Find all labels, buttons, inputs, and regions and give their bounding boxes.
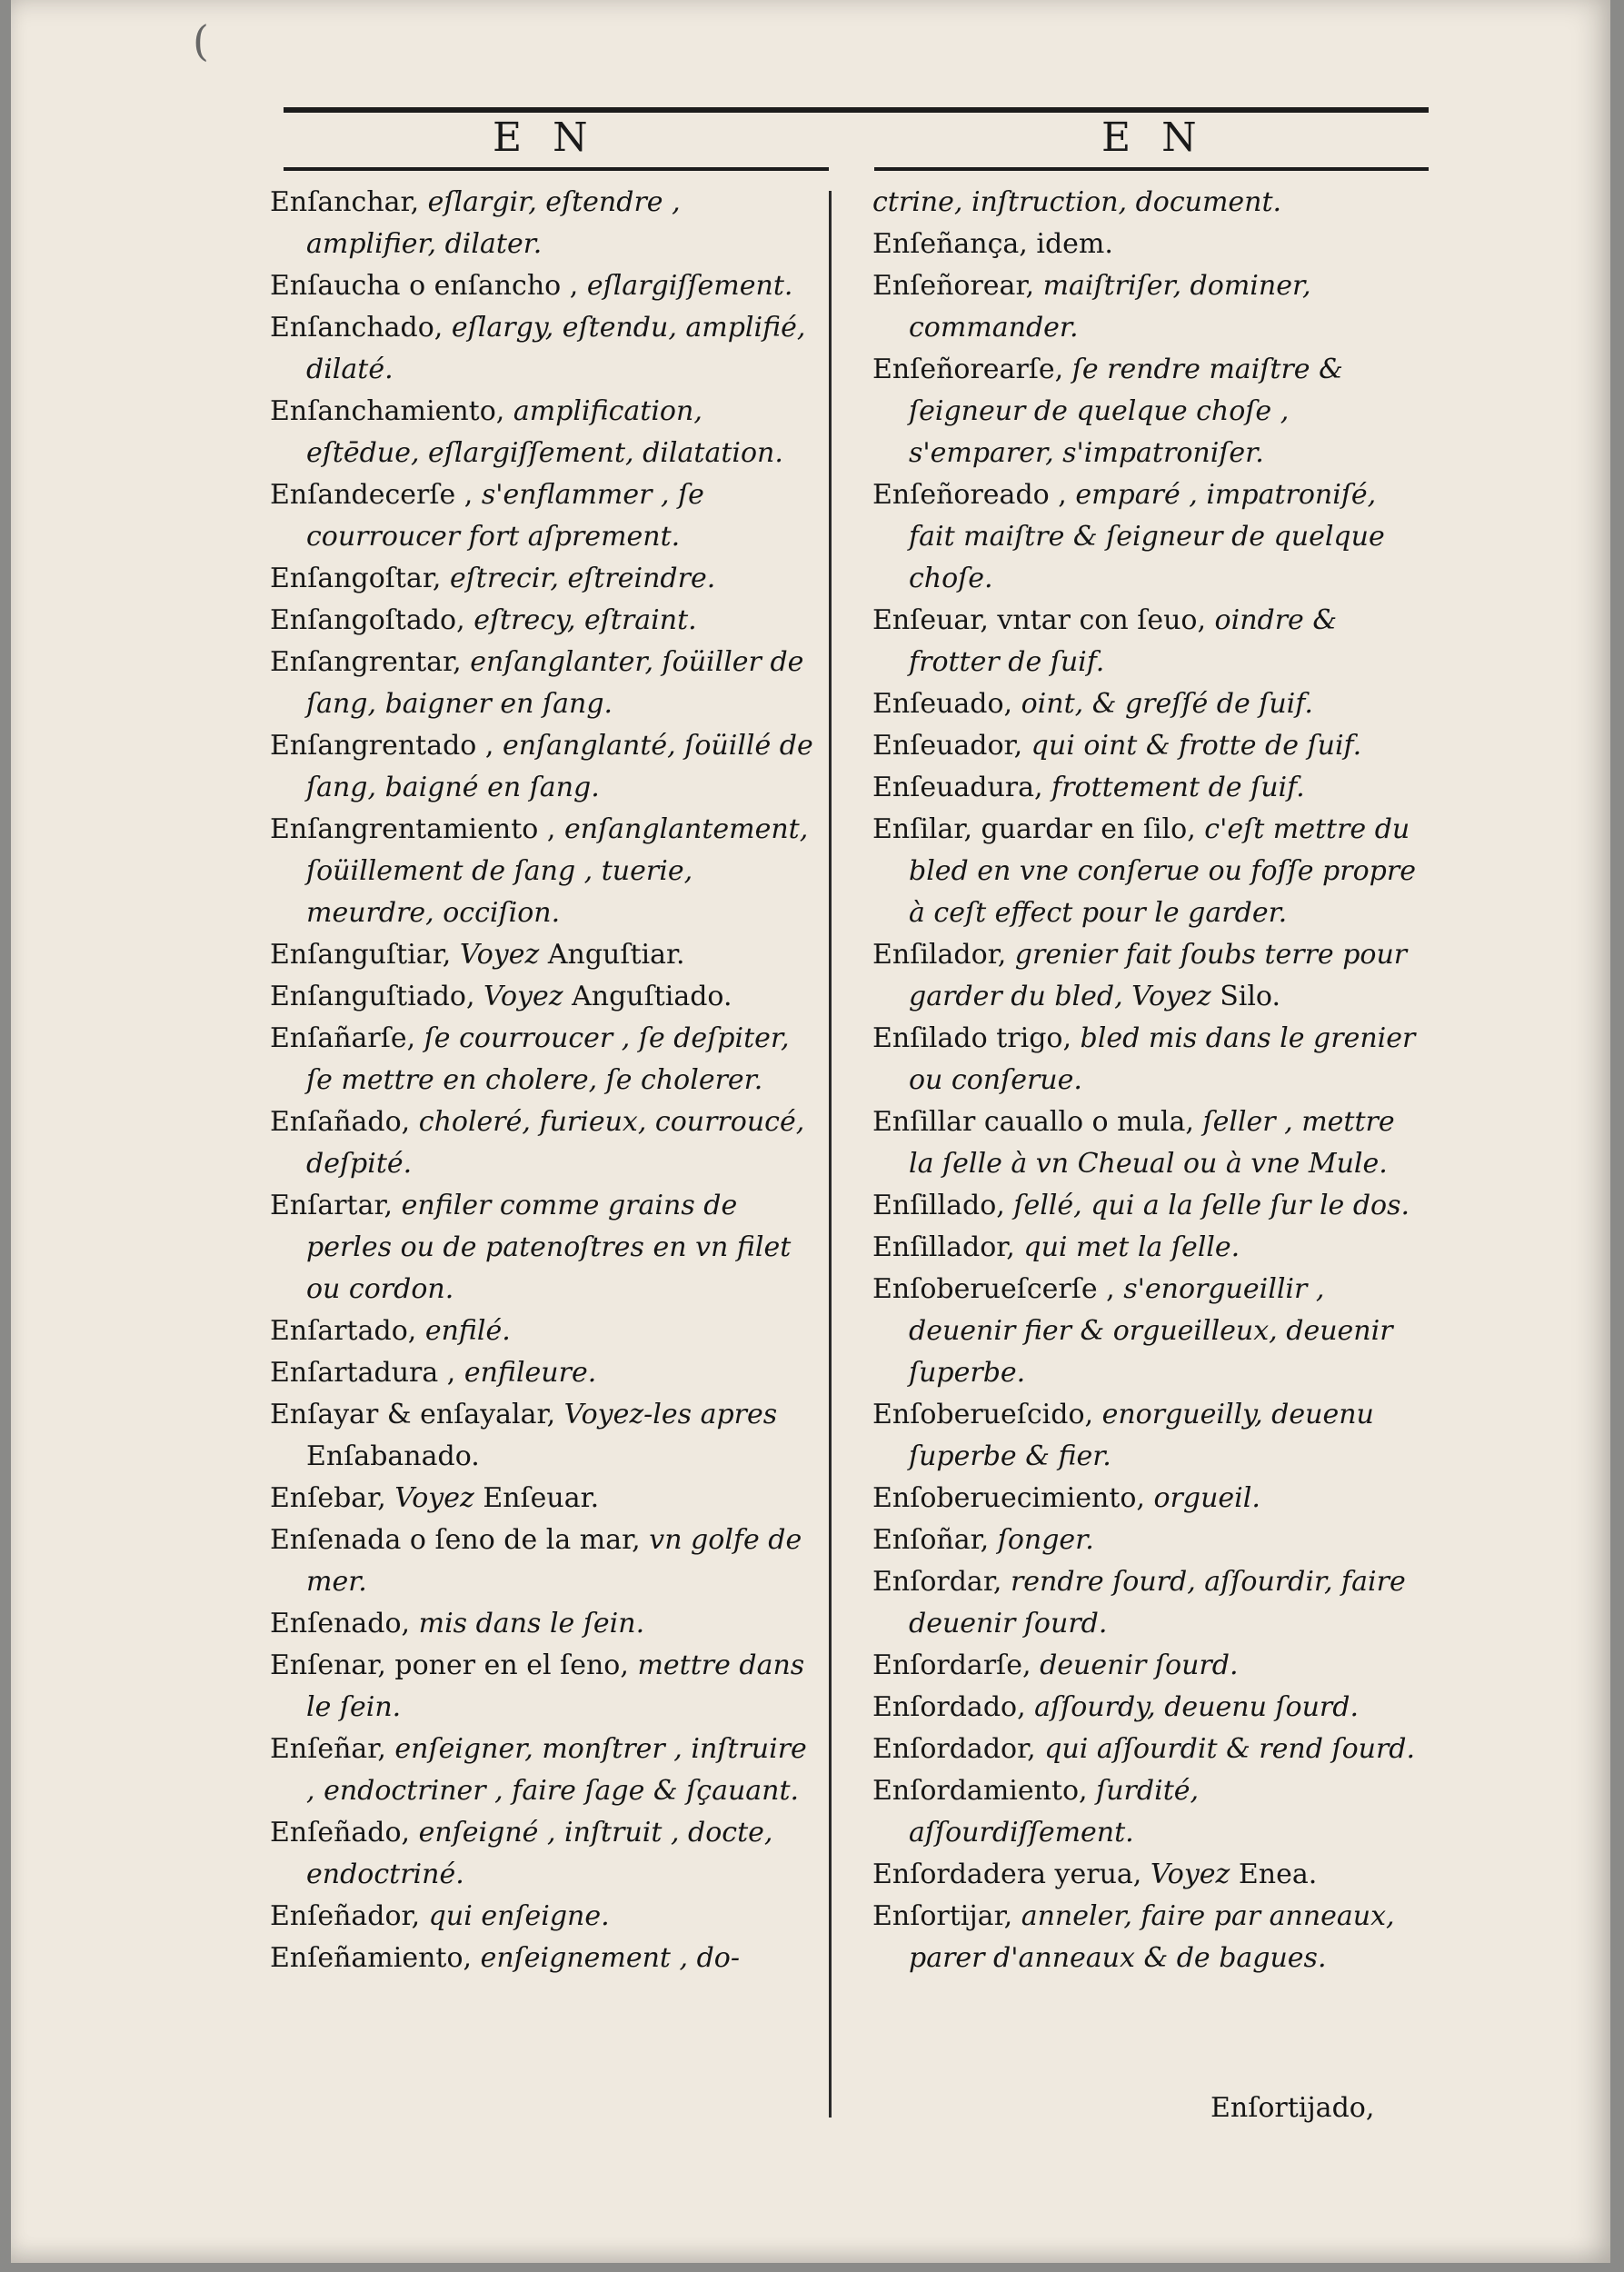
- dictionary-entry: [872, 1520, 1427, 1561]
- entry-headword: Enſenado,: [270, 1608, 419, 1639]
- entry-definition: ctrine, inſtruction, document.: [872, 186, 1282, 218]
- entry-headword: Enſebar,: [270, 1482, 395, 1514]
- entry-definition: oindre & frotter de ſuif.: [909, 604, 1338, 678]
- dictionary-entry: [270, 1938, 815, 1979]
- entry-definition: bled mis dans le grenier ou conſerue.: [909, 1022, 1416, 1096]
- entry-definition: ſurdité, aſſourdiſſement.: [909, 1775, 1200, 1848]
- header-left: E N: [493, 115, 597, 161]
- dictionary-entry: [872, 265, 1427, 349]
- entry-definition: enſeignement , do-: [480, 1942, 740, 1974]
- catchword: Enſortijado,: [1211, 2092, 1375, 2124]
- entry-headword: Enſangrentado ,: [270, 730, 503, 762]
- header-right: E N: [1101, 115, 1206, 161]
- column-divider: [829, 191, 832, 2118]
- entry-definition: s'enflammer , ſe courroucer fort aſprement.: [306, 479, 704, 553]
- entry-definition: mis dans le ſein.: [418, 1608, 645, 1639]
- dictionary-entry: [270, 558, 815, 600]
- entry-definition: qui met la ſelle.: [1023, 1231, 1240, 1263]
- entry-definition: Voyez: [483, 981, 573, 1012]
- entry-definition: anneler, faire par anneaux, parer d'anneaux & de bagues.: [909, 1900, 1395, 1974]
- dictionary-page: [11, 0, 1610, 2263]
- entry-headword: Enſeñamiento,: [270, 1942, 481, 1974]
- entry-headword: Enſeñado,: [270, 1817, 419, 1848]
- entry-definition: choleré, furieux, courroucé, deſpité.: [306, 1106, 805, 1180]
- dictionary-entry: [872, 1854, 1427, 1896]
- entry-definition: eſlargir, eſtendre , amplifier, dilater.: [306, 186, 681, 260]
- entry-headword: Enſartado,: [270, 1315, 425, 1347]
- dictionary-entry: [872, 1896, 1427, 1979]
- entry-definition: enfiler comme grains de perles ou de patenoſtres en vn filet ou cordon.: [306, 1190, 792, 1305]
- dictionary-entry: [270, 1018, 815, 1101]
- entry-definition: maiſtriſer, dominer, commander.: [909, 270, 1311, 344]
- entry-definition: Voyez-les apres: [563, 1399, 778, 1430]
- entry-headword: Enſenada o ſeno de la mar,: [270, 1524, 650, 1556]
- dictionary-entry: [872, 1729, 1427, 1770]
- entry-definition: orgueil.: [1153, 1482, 1260, 1514]
- entry-definition: Voyez: [459, 939, 548, 971]
- dictionary-entry: [872, 182, 1427, 224]
- entry-definition: enfileure.: [463, 1357, 597, 1389]
- entry-headword: Enſangoſtado,: [270, 604, 474, 636]
- entry-definition: ſe courroucer , ſe deſpiter, ſe mettre en cholere, ſe cholerer.: [306, 1022, 790, 1096]
- dictionary-entry: [872, 224, 1427, 265]
- right-column: [872, 182, 1427, 1979]
- dictionary-entry: [270, 1645, 815, 1729]
- dictionary-entry: [872, 767, 1427, 809]
- entry-headword: Enſaucha o enſancho ,: [270, 270, 587, 302]
- dictionary-entry: [872, 683, 1427, 725]
- entry-definition: enſanglanté, ſoüillé de ſang, baigné en ſang.: [306, 730, 813, 803]
- dictionary-entry: [872, 1770, 1427, 1854]
- entry-definition: Voyez: [1150, 1858, 1239, 1890]
- entry-headword: Enſordador,: [872, 1733, 1045, 1765]
- entry-definition: ſonger.: [997, 1524, 1094, 1556]
- entry-definition: eſtrecir, eſtreindre.: [449, 563, 716, 594]
- entry-definition: eſlargy, eſtendu, amplifié, dilaté.: [306, 312, 806, 385]
- entry-definition: ſellé, qui a la ſelle ſur le dos.: [1013, 1190, 1410, 1221]
- dictionary-entry: [872, 1687, 1427, 1729]
- entry-definition: qui enſeigne.: [428, 1900, 610, 1932]
- entry-definition: c'eſt mettre du bled en vne conſerue ou foſſe propre à ceſt effect pour le garder.: [909, 813, 1416, 929]
- entry-headword: Enſeuador,: [872, 730, 1031, 762]
- dictionary-entry: [270, 600, 815, 642]
- dictionary-entry: [872, 1227, 1427, 1269]
- dictionary-entry: [872, 1018, 1427, 1101]
- header-underline-right: [874, 167, 1429, 171]
- entry-headword: Enſanchado,: [270, 312, 452, 344]
- dictionary-entry: [872, 1185, 1427, 1227]
- entry-definition: qui aſſourdit & rend ſourd.: [1044, 1733, 1416, 1765]
- dictionary-entry: [270, 474, 815, 558]
- entry-definition: eſlargiſſement.: [586, 270, 793, 302]
- entry-headword: Enſeuar, vntar con ſeuo,: [872, 604, 1215, 636]
- dictionary-entry: [872, 725, 1427, 767]
- dictionary-entry: [872, 1269, 1427, 1394]
- dictionary-entry: [270, 976, 815, 1018]
- entry-definition: enſanglanter, ſoüiller de ſang, baigner en ſang.: [306, 646, 804, 720]
- dictionary-entry: [872, 934, 1427, 1018]
- entry-headword: Enſartadura ,: [270, 1357, 464, 1389]
- entry-headword: Enſordamiento,: [872, 1775, 1097, 1807]
- dictionary-entry: [270, 265, 815, 307]
- dictionary-entry: [872, 349, 1427, 474]
- dictionary-entry: [270, 1478, 815, 1520]
- entry-definition: enſeigner, monſtrer , inſtruire , endoctriner , faire ſage & ſçauant.: [306, 1733, 807, 1807]
- entry-definition: emparé , impatroniſé, fait maiſtre & ſeigneur de quelque choſe.: [909, 479, 1385, 594]
- entry-headword: Enſoberueſcerſe ,: [872, 1273, 1124, 1305]
- dictionary-entry: [872, 809, 1427, 934]
- entry-cross-reference: Silo.: [1220, 981, 1280, 1012]
- dictionary-entry: [270, 1310, 815, 1352]
- entry-definition: amplification, eſtēdue, eſlargiſſement, dilatation.: [306, 395, 783, 469]
- dictionary-entry: [872, 1101, 1427, 1185]
- entry-headword: Enſangrentamiento ,: [270, 813, 564, 845]
- entry-headword: Enſangrentar,: [270, 646, 471, 678]
- dictionary-entry: [270, 1185, 815, 1310]
- entry-definition: grenier fait ſoubs terre pour garder du bled, Voyez: [909, 939, 1408, 1012]
- entry-headword: Enſangoſtar,: [270, 563, 450, 594]
- entry-cross-reference: Anguſtiar.: [547, 939, 685, 971]
- entry-definition: enorgueilly, deuenu ſuperbe & fier.: [909, 1399, 1374, 1472]
- entry-headword: Enſordar,: [872, 1566, 1011, 1598]
- entry-definition: aſſourdy, deuenu ſourd.: [1034, 1691, 1359, 1723]
- entry-definition: rendre ſourd, aſſourdir, faire deuenir ſourd.: [909, 1566, 1406, 1639]
- entry-cross-reference: Anguſtiado.: [572, 981, 732, 1012]
- entry-headword: Enſeñar,: [270, 1733, 395, 1765]
- entry-headword: Enſanchar,: [270, 186, 428, 218]
- entry-headword: Enſilar, guardar en ſilo,: [872, 813, 1205, 845]
- entry-headword: Enſenar, poner en el ſeno,: [270, 1649, 638, 1681]
- dictionary-entry: [872, 600, 1427, 683]
- entry-headword: Enſillar cauallo o mula,: [872, 1106, 1203, 1138]
- entry-headword: Enſilado trigo,: [872, 1022, 1081, 1054]
- dictionary-entry: [270, 1729, 815, 1812]
- entry-headword: Enſeñança, idem.: [872, 228, 1113, 260]
- dictionary-entry: [270, 1812, 815, 1896]
- dictionary-entry: [872, 1394, 1427, 1478]
- entry-headword: Enſandecerſe ,: [270, 479, 482, 511]
- entry-definition: vn golfe de mer.: [306, 1524, 802, 1598]
- dictionary-entry: [270, 1101, 815, 1185]
- dictionary-entry: [872, 1645, 1427, 1687]
- entry-headword: Enſeñoreado ,: [872, 479, 1076, 511]
- entry-headword: Enſilador,: [872, 939, 1015, 971]
- entry-definition: qui oint & frotte de ſuif.: [1031, 730, 1362, 762]
- entry-headword: Enſordarſe,: [872, 1649, 1041, 1681]
- entry-headword: Enſartar,: [270, 1190, 402, 1221]
- entry-definition: enſeigné , inſtruit , docte, endoctriné.: [306, 1817, 773, 1890]
- dictionary-entry: [270, 391, 815, 474]
- entry-definition: s'enorgueillir , deuenir fier & orgueilleux, deuenir ſuperbe.: [909, 1273, 1393, 1389]
- dictionary-entry: [270, 1352, 815, 1394]
- entry-headword: Enſeuadura,: [872, 772, 1052, 803]
- margin-mark: (: [193, 16, 209, 65]
- entry-definition: ſeller , mettre la ſelle à vn Cheual ou à vne Mule.: [909, 1106, 1395, 1180]
- entry-definition: eſtrecy, eſtraint.: [473, 604, 697, 636]
- entry-definition: Voyez: [394, 1482, 483, 1514]
- entry-headword: Enſeñorear,: [872, 270, 1043, 302]
- dictionary-entry: [270, 307, 815, 391]
- dictionary-entry: [270, 725, 815, 809]
- dictionary-entry: [270, 1520, 815, 1603]
- dictionary-entry: [270, 1394, 815, 1478]
- header-underline-left: [284, 167, 829, 171]
- entry-headword: Enſanchamiento,: [270, 395, 513, 427]
- entry-headword: Enſordadera yerua,: [872, 1858, 1151, 1890]
- entry-definition: deuenir ſourd.: [1040, 1649, 1239, 1681]
- entry-headword: Enſeñorearſe,: [872, 354, 1072, 385]
- entry-headword: Enſañado,: [270, 1106, 419, 1138]
- entry-headword: Enſoñar,: [872, 1524, 998, 1556]
- entry-cross-reference: Enea.: [1238, 1858, 1318, 1890]
- dictionary-entry: [270, 809, 815, 934]
- entry-definition: frottement de ſuif.: [1051, 772, 1305, 803]
- entry-headword: Enſeñador,: [270, 1900, 429, 1932]
- entry-headword: Enſoberueſcido,: [872, 1399, 1102, 1430]
- dictionary-entry: [270, 642, 815, 725]
- entry-definition: enſanglantement, ſoüillement de ſang , tuerie, meurdre, occiſion.: [306, 813, 809, 929]
- entry-definition: mettre dans le ſein.: [306, 1649, 805, 1723]
- entry-headword: Enſañarſe,: [270, 1022, 424, 1054]
- entry-definition: ſe rendre maiſtre & ſeigneur de quelque choſe , s'emparer, s'impatroniſer.: [909, 354, 1343, 469]
- dictionary-entry: [872, 474, 1427, 600]
- entry-headword: Enſillador,: [872, 1231, 1024, 1263]
- entry-headword: Enſillado,: [872, 1190, 1014, 1221]
- entry-headword: Enſortijar,: [872, 1900, 1021, 1932]
- header-rule: [284, 107, 1429, 113]
- dictionary-entry: [872, 1478, 1427, 1520]
- dictionary-entry: [270, 1896, 815, 1938]
- entry-headword: Enſanguſtiar,: [270, 939, 460, 971]
- entry-headword: Enſanguſtiado,: [270, 981, 484, 1012]
- entry-headword: Enſordado,: [872, 1691, 1035, 1723]
- entry-cross-reference: Enſabanado.: [306, 1440, 480, 1472]
- entry-headword: Enſayar & enſayalar,: [270, 1399, 564, 1430]
- dictionary-entry: [270, 182, 815, 265]
- left-column: [270, 182, 815, 1979]
- dictionary-entry: [872, 1561, 1427, 1645]
- entry-headword: Enſoberuecimiento,: [872, 1482, 1154, 1514]
- entry-cross-reference: Enſeuar.: [483, 1482, 600, 1514]
- dictionary-entry: [270, 1603, 815, 1645]
- dictionary-entry: [270, 934, 815, 976]
- entry-definition: enfilé.: [424, 1315, 511, 1347]
- entry-definition: oint, & greſſé de ſuif.: [1021, 688, 1313, 720]
- entry-headword: Enſeuado,: [872, 688, 1021, 720]
